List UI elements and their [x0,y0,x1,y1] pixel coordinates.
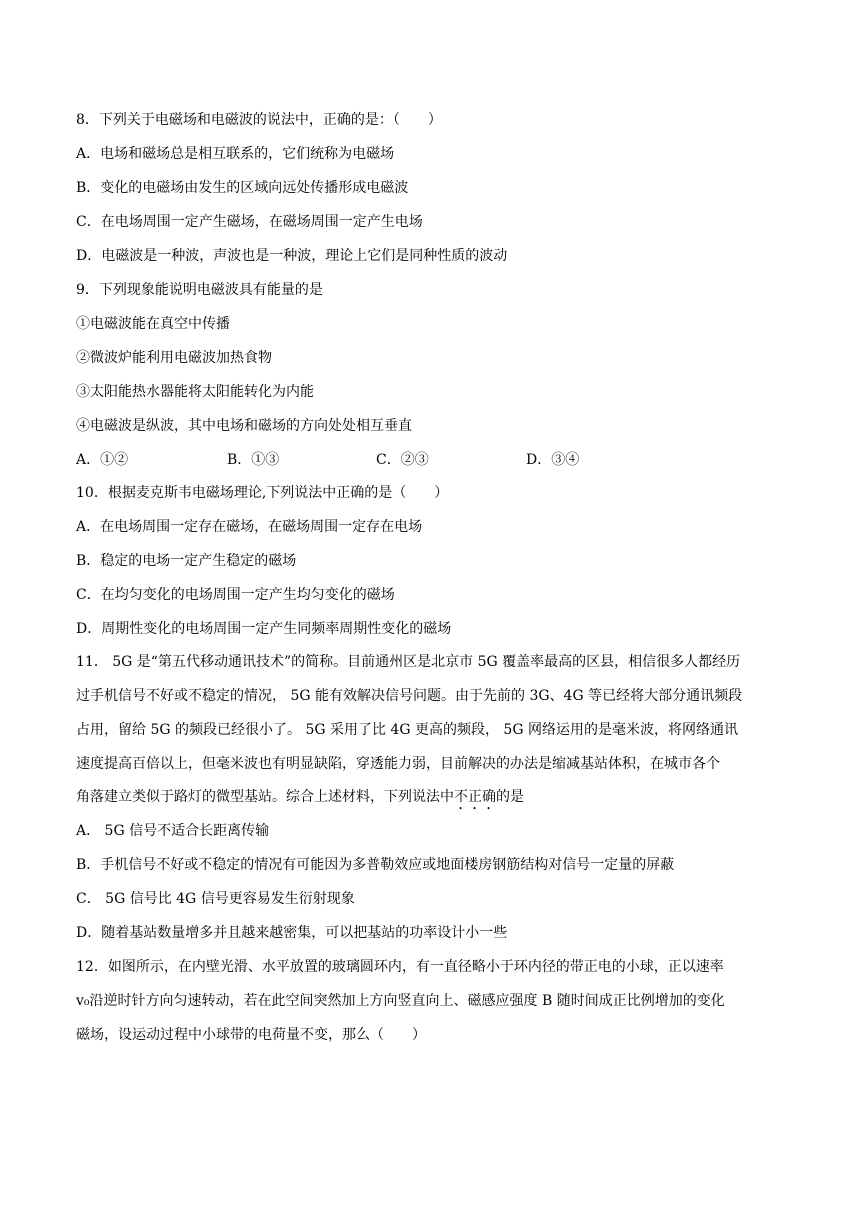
q11-line-5-post: 的是 [496,789,524,805]
q11-option-d: D．随着基站数量增多并且越来越密集，可以把基站的功率设计小一些 [76,925,508,941]
q11-option-a: A． 5G 信号不适合长距离传输 [76,823,270,839]
q9-item-2: ②微波炉能利用电磁波加热食物 [76,350,272,366]
q10-option-d: D．周期性变化的电场周围一定产生同频率周期性变化的磁场 [76,621,452,637]
q8-option-a: A．电场和磁场总是相互联系的，它们统称为电磁场 [76,146,395,162]
q9-item-4: ④电磁波是纵波，其中电场和磁场的方向处处相互垂直 [76,418,412,434]
q8-stem: 8．下列关于电磁场和电磁波的说法中，正确的是：（ ） [76,112,442,128]
q9-item-3: ③太阳能热水器能将太阳能转化为内能 [76,384,314,400]
q10-option-b: B．稳定的电场一定产生稳定的磁场 [76,553,297,569]
q10-option-a: A．在电场周围一定存在磁场，在磁场周围一定存在电场 [76,519,423,535]
q11-line-5 [76,787,524,807]
q8-option-d: D．电磁波是一种波，声波也是一种波，理论上它们是同种性质的波动 [76,248,508,264]
q9-choice-c: C．②③ [376,452,429,468]
q10-option-c: C．在均匀变化的电场周围一定产生均匀变化的磁场 [76,587,395,603]
q11-line-5-pre: 角落建立类似于路灯的微型基站。综合上述材料，下列说法中 [76,789,454,805]
q12-line-1: 12．如图所示，在内壁光滑、水平放置的玻璃圆环内，有一直径略小于环内径的带正电的小球，正以速率 [76,959,724,975]
q10-stem: 10．根据麦克斯韦电磁场理论,下列说法中正确的是（ ） [76,485,449,501]
q11-line-2: 过手机信号不好或不稳定的情况， 5G 能有效解决信号问题。由于先前的 3G、4G 等已经将大部分通讯频段 [76,688,743,704]
q8-option-c: C．在电场周围一定产生磁场，在磁场周围一定产生电场 [76,214,423,230]
q9-choice-d: D．③④ [526,452,580,468]
q9-choice-a: A．①② [76,452,129,468]
q8-option-b: B．变化的电磁场由发生的区域向远处传播形成电磁波 [76,180,409,196]
q12-line-2: v₀沿逆时针方向匀速转动，若在此空间突然加上方向竖直向上、磁感应强度 B 随时间成正比例增加的变化 [76,993,725,1009]
q11-emphasis-not-correct: 不正确 [454,789,496,805]
q9-choice-b: B．①③ [227,452,280,468]
q11-option-c: C． 5G 信号比 4G 信号更容易发生衍射现象 [76,891,355,907]
q11-option-b: B．手机信号不好或不稳定的情况有可能因为多普勒效应或地面楼房钢筋结构对信号一定量的屏蔽 [76,857,675,873]
q11-line-3: 占用，留给 5G 的频段已经很小了。 5G 采用了比 4G 更高的频段， 5G 网络运用的是毫米波，将网络通讯 [76,722,738,738]
q9-stem: 9．下列现象能说明电磁波具有能量的是 [76,282,323,298]
q11-line-4: 速度提高百倍以上，但毫米波也有明显缺陷，穿透能力弱，目前解决的办法是缩减基站体积，在城市各个 [76,756,720,772]
q9-item-1: ①电磁波能在真空中传播 [76,316,230,332]
q11-line-1: 11． 5G 是“第五代移动通讯技术”的简称。目前通州区是北京市 5G 覆盖率最高的区县，相信很多人都经历 [76,654,741,670]
q12-line-3: 磁场，设运动过程中小球带的电荷量不变，那么（ ） [76,1027,426,1043]
